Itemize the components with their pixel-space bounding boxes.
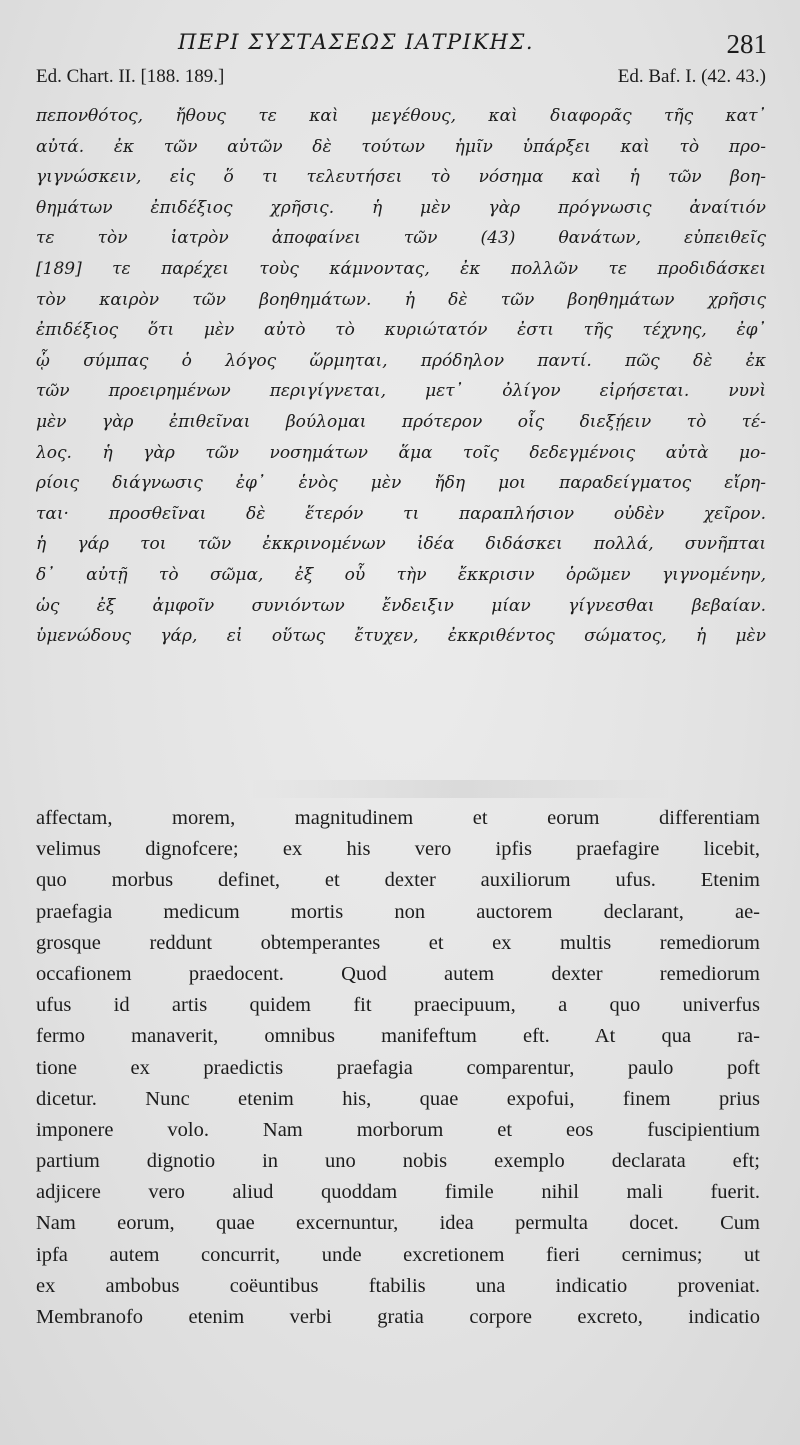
edition-reference-chartier: Ed. Chart. II. [188. 189.] — [36, 66, 225, 87]
edition-reference-line — [36, 66, 766, 94]
page-title: ΠΕΡΙ ΣΥΣΤΑΣΕΩΣ ΙΑΤΡΙΚΗΣ. — [178, 30, 535, 54]
show-through-shadow — [250, 780, 670, 798]
greek-text-line: δ᾽ αὐτῇ τὸ σῶμα, ἐξ οὗ τὴν ἔκκρισιν ὁρῶμεν γιγνομένην, — [36, 564, 766, 585]
greek-text-line: ὑμενώδους γάρ, εἰ οὕτως ἔτυχεν, ἐκκριθέντος σώματος, ἡ μὲν — [36, 626, 766, 647]
greek-text-line: ἐπιδέξιος ὅτι μὲν αὐτὸ τὸ κυριώτατόν ἐστι τῆς τέχνης, ἐφ᾽ — [36, 320, 766, 341]
greek-text-line: θημάτων ἐπιδέξιος χρῆσις. ἡ μὲν γὰρ πρόγνωσις ἀναίτιόν — [36, 197, 766, 218]
greek-text-line: [189] τε παρέχει τοὺς κάμνοντας, ἐκ πολλῶν τε προδιδάσκει — [36, 258, 766, 279]
greek-text-line: ἡ γάρ τοι τῶν ἐκκρινομένων ἰδέα διδάσκει πολλά, συνῆπται — [36, 534, 766, 555]
greek-text-line: αὐτά. ἐκ τῶν αὐτῶν δὲ τούτων ἡμῖν ὑπάρξει καὶ τὸ προ- — [36, 136, 766, 157]
edition-reference-basel: Ed. Baf. I. (42. 43.) — [617, 66, 766, 87]
latin-text-line: ipfa autem concurrit, unde excretionem fieri cernimus; ut — [36, 1243, 760, 1266]
latin-text-line: Membranofo etenim verbi gratia corpore excreto, indicatio — [36, 1306, 760, 1328]
greek-text-line: μὲν γὰρ ἐπιθεῖναι βούλομαι πρότερον οἷς διεξῄειν τὸ τέ- — [36, 411, 766, 432]
greek-text-block — [36, 101, 766, 652]
greek-text-line: τε τὸν ἰατρὸν ἀποφαίνει τῶν (43) θανάτων, εὐπειθεῖς — [36, 228, 766, 249]
latin-text-line: occafionem praedocent. Quod autem dexter remediorum — [36, 962, 760, 985]
latin-text-line: fermo manaverit, omnibus manifeftum eft. At qua ra- — [36, 1025, 760, 1048]
greek-text-line: γιγνώσκειν, εἰς ὅ τι τελευτήσει τὸ νόσημα καὶ ἡ τῶν βοη- — [36, 167, 766, 188]
latin-text-line: praefagia medicum mortis non auctorem declarant, ae- — [36, 900, 760, 923]
latin-text-line: tione ex praedictis praefagia comparentur, paulo poft — [36, 1056, 760, 1079]
page-number: 281 — [726, 29, 767, 59]
greek-text-line: τὸν καιρὸν τῶν βοηθημάτων. ἡ δὲ τῶν βοηθημάτων χρῆσις — [36, 289, 766, 310]
latin-text-line: grosque reddunt obtemperantes et ex multis remediorum — [36, 931, 760, 954]
greek-text-line: τῶν προειρημένων περιγίγνεται, μετ᾽ ὀλίγον εἰρήσεται. νυνὶ — [36, 381, 766, 402]
latin-text-line: imponere volo. Nam morborum et eos fuscipientium — [36, 1118, 760, 1141]
greek-text-line: ται· προσθεῖναι δὲ ἕτερόν τι παραπλήσιον οὐδὲν χεῖρον. — [36, 503, 766, 524]
running-head — [0, 30, 800, 64]
greek-text-line: λος. ἡ γὰρ τῶν νοσημάτων ἅμα τοῖς δεδεγμένοις αὐτὰ μο- — [36, 442, 766, 463]
latin-text-line: ex ambobus coëuntibus ftabilis una indicatio proveniat. — [36, 1274, 760, 1297]
greek-text-line: ᾧ σύμπας ὁ λόγος ὥρμηται, πρόδηλον παντί. πῶς δὲ ἐκ — [36, 350, 766, 371]
latin-text-line: partium dignotio in uno nobis exemplo declarata eft; — [36, 1150, 760, 1173]
latin-text-line: adjicere vero aliud quoddam fimile nihil mali fuerit. — [36, 1181, 760, 1204]
latin-text-line: velimus dignofcere; ex his vero ipfis praefagire licebit, — [36, 838, 760, 861]
latin-text-block — [36, 803, 760, 1333]
greek-text-line: ὡς ἐξ ἀμφοῖν συνιόντων ἔνδειξιν μίαν γίγνεσθαι βεβαίαν. — [36, 595, 766, 616]
latin-text-line: affectam, morem, magnitudinem et eorum differentiam — [36, 807, 760, 829]
latin-text-line: quo morbus definet, et dexter auxiliorum ufus. Etenim — [36, 869, 760, 892]
greek-text-line: πεπονθότος, ἤθους τε καὶ μεγέθους, καὶ διαφορᾶς τῆς κατ᾽ — [36, 106, 766, 126]
greek-text-line: ρίοις διάγνωσις ἐφ᾽ ἑνὸς μὲν ἤδη μοι παραδείγματος εἴρη- — [36, 473, 766, 494]
latin-text-line: ufus id artis quidem fit praecipuum, a quo univerfus — [36, 994, 760, 1017]
latin-text-line: Nam eorum, quae excernuntur, idea permulta docet. Cum — [36, 1212, 760, 1235]
latin-text-line: dicetur. Nunc etenim his, quae expofui, finem prius — [36, 1087, 760, 1110]
